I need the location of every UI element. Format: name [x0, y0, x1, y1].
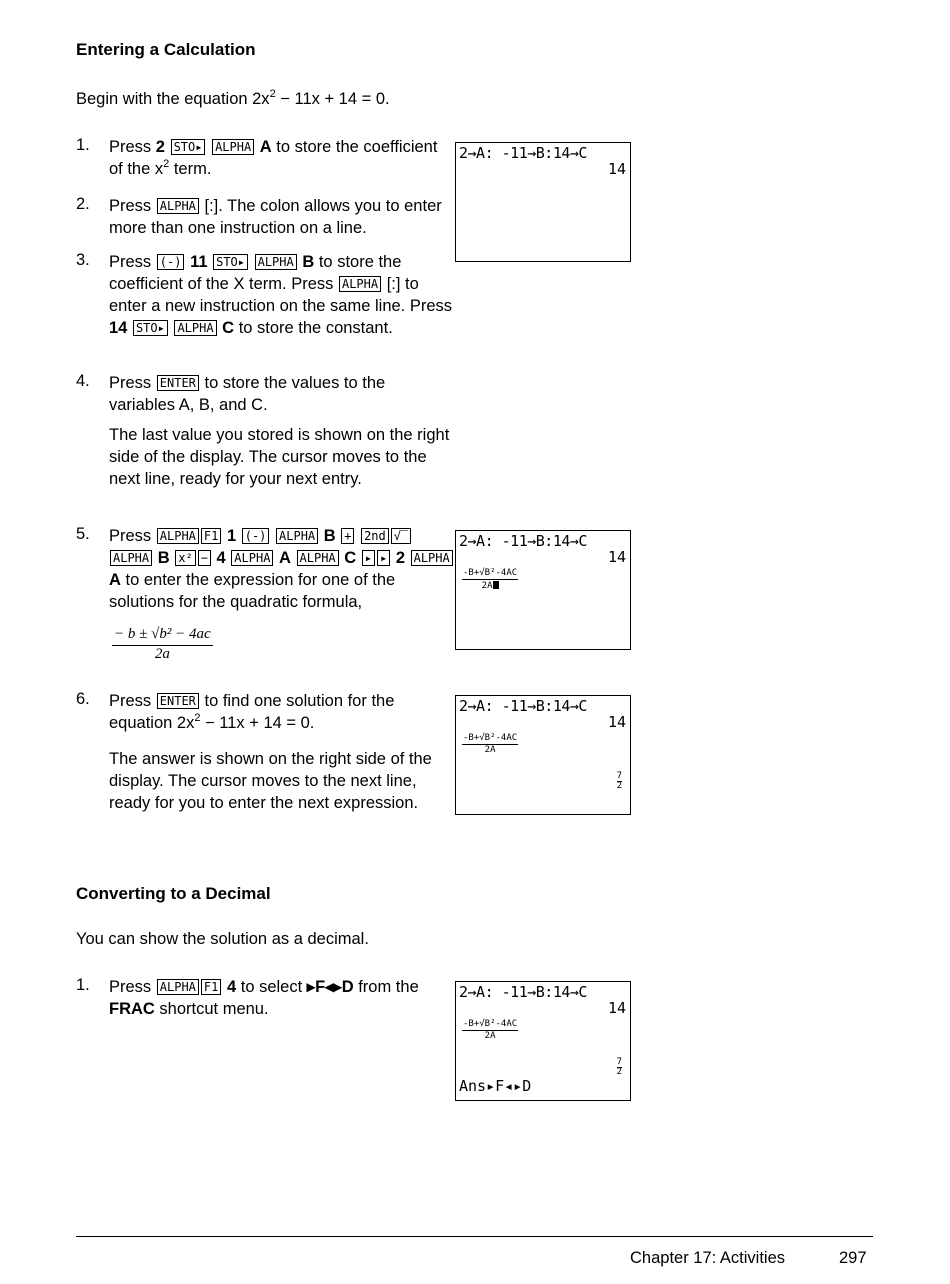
right-arrow-key: ▸	[362, 550, 375, 566]
screen-expression: $\frac{\text{-B+√B²-4AC}}{2A}$	[463, 568, 518, 591]
right-arrow-key: ▸	[377, 550, 390, 566]
second-key: 2nd	[361, 528, 389, 544]
screen-result-14: 14	[607, 999, 626, 1017]
footer-chapter: Chapter 17: Activities	[630, 1249, 785, 1267]
sto-key: STO▸	[171, 139, 206, 155]
screen-expression: $\frac{\text{-B+√B²-4AC}}{2A}$	[463, 1019, 518, 1041]
screen-result-14: 14	[607, 160, 626, 178]
minus-key: −	[198, 550, 211, 566]
step-number-1: 1.	[76, 136, 90, 154]
section-heading-converting: Converting to a Decimal	[76, 884, 271, 903]
screen-ans-line: Ans▸F◂▸D	[459, 1077, 532, 1095]
step-6-note: The answer is shown on the right side of the display. The cursor moves to the next line, ready for you to enter the next expression.	[109, 750, 432, 812]
section-2-step-1-text: Press ALPHA F1 4 to select ▸F◂▸D from the FRAC shortcut menu.	[109, 978, 419, 1018]
alpha-key: ALPHA	[297, 550, 339, 566]
alpha-key: ALPHA	[174, 320, 216, 336]
step-4-text: Press ENTER to store the values to the variables A, B, and C.	[109, 374, 386, 414]
step-6-text: Press ENTER to find one solution for the equation $2x^2 - 11x + 14 = 0$.	[109, 692, 395, 732]
sto-key: STO▸	[133, 320, 168, 336]
alpha-key: ALPHA	[255, 254, 297, 270]
alpha-key: ALPHA	[339, 276, 381, 292]
section-2-intro: You can show the solution as a decimal.	[76, 930, 369, 948]
step-number-6: 6.	[76, 690, 90, 708]
f1-key: F1	[201, 979, 221, 995]
screen-answer: 7 2	[616, 1057, 622, 1077]
footer-rule	[76, 1236, 873, 1237]
alpha-key: ALPHA	[157, 979, 199, 995]
step-number-2: 2.	[76, 195, 90, 213]
step-5-text: Press ALPHA F1 1 (-) ALPHA B + 2nd √‾ ALPHA B x² − 4 ALPHA A ALPHA C ▸ ▸ 2 ALPHA A to enter the expression for one of the solutions for the quadratic formula,	[109, 525, 454, 613]
screen-line-1: 2→A: -11→B:14→C	[459, 144, 587, 162]
negative-key: (-)	[242, 528, 270, 544]
step-2-text: Press ALPHA [:]. The colon allows you to enter more than one instruction on a line.	[109, 197, 442, 237]
alpha-key: ALPHA	[276, 528, 318, 544]
screen-answer: 7 2	[616, 771, 622, 791]
screen-line-1: 2→A: -11→B:14→C	[459, 532, 587, 550]
alpha-key: ALPHA	[411, 550, 453, 566]
alpha-key: ALPHA	[212, 139, 254, 155]
screen-result-14: 14	[607, 548, 626, 566]
step-number-4: 4.	[76, 372, 90, 390]
alpha-key: ALPHA	[110, 550, 152, 566]
calculator-screen-1	[455, 142, 631, 262]
screen-line-1: 2→A: -11→B:14→C	[459, 983, 587, 1001]
screen-line-1: 2→A: -11→B:14→C	[459, 697, 587, 715]
alpha-key: ALPHA	[231, 550, 273, 566]
section-heading-entering: Entering a Calculation	[76, 40, 256, 59]
enter-key: ENTER	[157, 375, 199, 391]
formula-denominator: 2a	[154, 646, 170, 662]
step-number-3: 3.	[76, 251, 90, 269]
screen-result-14: 14	[607, 713, 626, 731]
x-squared-key: x²	[175, 550, 195, 566]
sqrt-key: √‾	[391, 528, 411, 544]
negative-key: (-)	[157, 254, 185, 270]
section-2-step-number-1: 1.	[76, 976, 90, 994]
calculator-screen-4	[455, 981, 631, 1101]
plus-key: +	[341, 528, 354, 544]
step-1-text: Press 2 STO▸ ALPHA A to store the coefficient of the $x^2$ term.	[109, 138, 438, 178]
sto-key: STO▸	[213, 254, 248, 270]
calculator-screen-2	[455, 530, 631, 650]
step-3-text: Press (-) 11 STO▸ ALPHA B to store the coefficient of the X term. Press ALPHA [:] to enter a new instruction on the same line. Press 14 STO▸ ALPHA C to store the constant.	[109, 253, 453, 337]
enter-key: ENTER	[157, 693, 199, 709]
cursor-icon	[493, 581, 499, 589]
intro-paragraph: Begin with the equation $2x^2 - 11x + 14 = 0$.	[76, 88, 390, 108]
step-4-note: The last value you stored is shown on the right side of the display. The cursor moves to the next line, ready for your next entry.	[109, 426, 450, 488]
step-number-5: 5.	[76, 525, 90, 543]
f1-key: F1	[201, 528, 221, 544]
quadratic-formula	[112, 626, 213, 663]
calculator-screen-3	[455, 695, 631, 815]
formula-numerator: − b ± √b² − 4ac	[112, 626, 213, 646]
page-number: 297	[839, 1249, 867, 1267]
screen-expression: $\frac{\text{-B+√B²-4AC}}{2A}$	[463, 733, 518, 755]
alpha-key: ALPHA	[157, 528, 199, 544]
alpha-key: ALPHA	[157, 198, 199, 214]
